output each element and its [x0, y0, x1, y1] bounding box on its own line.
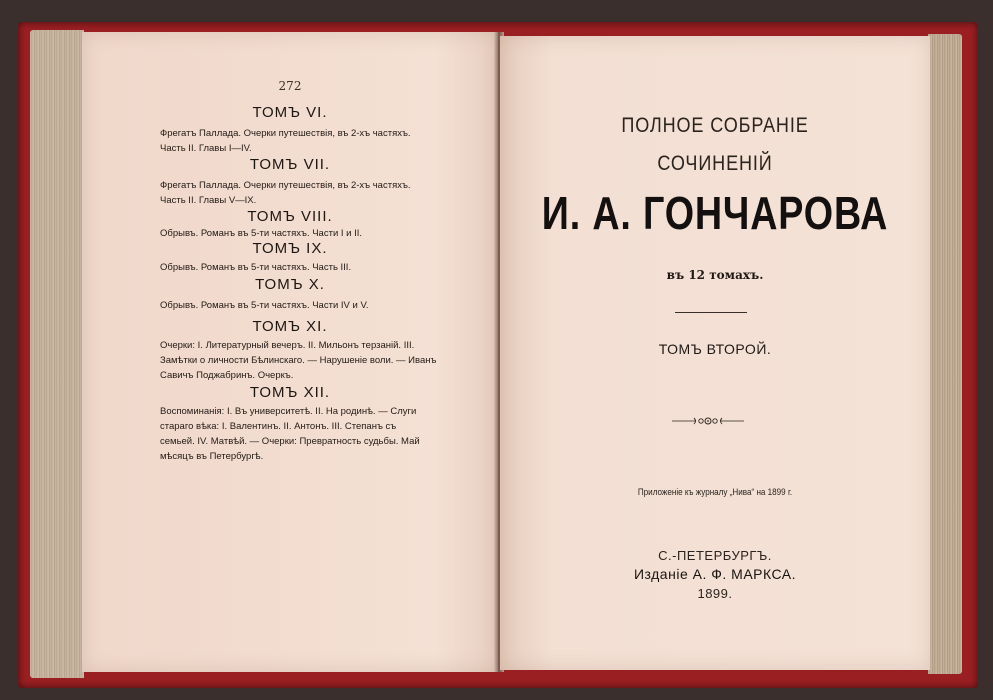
volume-label: ТОМЪ ВТОРОЙ. — [658, 341, 772, 357]
volume-title-8: ТОМЪ VIII. — [247, 208, 333, 225]
imprint-city: С.-ПЕТЕРБУРГЪ. — [658, 548, 772, 563]
volume-contents-line: Воспоминанія: I. Въ университетѣ. II. На родинѣ. — Слуги — [160, 406, 417, 417]
page-block-edge-right — [928, 34, 962, 674]
page-number: 272 — [278, 79, 302, 93]
supplement-note: Приложеніе къ журналу „Нива“ на 1899 г. — [637, 487, 793, 497]
volume-contents-line: мѣсяцъ въ Петербургѣ. — [160, 451, 264, 462]
title-line-1: ПОЛНОЕ СОБРАНІЕ — [621, 114, 809, 137]
right-page-title — [500, 36, 930, 670]
volume-title-11: ТОМЪ XI. — [252, 318, 328, 335]
volume-contents-line: Фрегатъ Паллада. Очерки путешествія, въ 2-хъ частяхъ. — [160, 128, 411, 139]
volume-contents-line: Часть II. Главы V—IX. — [160, 195, 257, 206]
volume-contents-6 — [160, 126, 462, 156]
title-line-2: СОЧИНЕНІЙ — [657, 152, 773, 175]
ornament-icon — [672, 414, 744, 428]
volume-contents-line: Обрывъ. Романъ въ 5-ти частяхъ. Части I и II. — [160, 228, 363, 239]
volume-contents-8 — [160, 226, 462, 241]
volume-contents-11 — [160, 338, 462, 383]
volume-contents-12 — [160, 404, 462, 464]
volume-contents-line: Замѣтки о личности Бѣлинскаго. — Нарушеніе воли. — Иванъ — [160, 355, 437, 366]
volume-title-6: ТОМЪ VI. — [252, 104, 328, 121]
volume-contents-line: Фрегатъ Паллада. Очерки путешествія, въ 2-хъ частяхъ. — [160, 180, 411, 191]
volume-title-7: ТОМЪ VII. — [249, 156, 331, 173]
volume-contents-line: Часть II. Главы I—IV. — [160, 143, 252, 154]
imprint-publisher: Изданіе А. Ф. МАРКСА. — [633, 566, 797, 582]
author-name: И. А. ГОНЧАРОВА — [541, 187, 889, 239]
volume-contents-10 — [160, 298, 462, 313]
imprint-year: 1899. — [697, 586, 733, 601]
volume-contents-line: Обрывъ. Романъ въ 5-ти частяхъ. Часть III. — [160, 262, 352, 273]
divider-rule — [675, 312, 747, 313]
volume-contents-line: Обрывъ. Романъ въ 5-ти частяхъ. Части IV и V. — [160, 300, 369, 311]
left-page — [82, 32, 498, 672]
volume-contents-7 — [160, 178, 462, 208]
volume-contents-line: стараго вѣка: I. Валентинъ. II. Антонъ. III. Степанъ съ — [160, 421, 397, 432]
page-block-edge-left — [30, 30, 84, 678]
volume-contents-line: Очерки: I. Литературный вечеръ. II. Мильонъ терзаній. III. — [160, 340, 415, 351]
volume-contents-9 — [160, 260, 462, 275]
volume-title-9: ТОМЪ IX. — [252, 240, 328, 257]
volume-contents-line: семьей. IV. Матвѣй. — Очерки: Превратность судьбы. Май — [160, 436, 420, 447]
volume-title-10: ТОМЪ X. — [255, 276, 325, 293]
volume-title-12: ТОМЪ XII. — [249, 384, 331, 401]
volumes-count: въ 12 томахъ. — [666, 268, 764, 282]
volume-contents-line: Савичъ Поджабринъ. Очеркъ. — [160, 370, 294, 381]
